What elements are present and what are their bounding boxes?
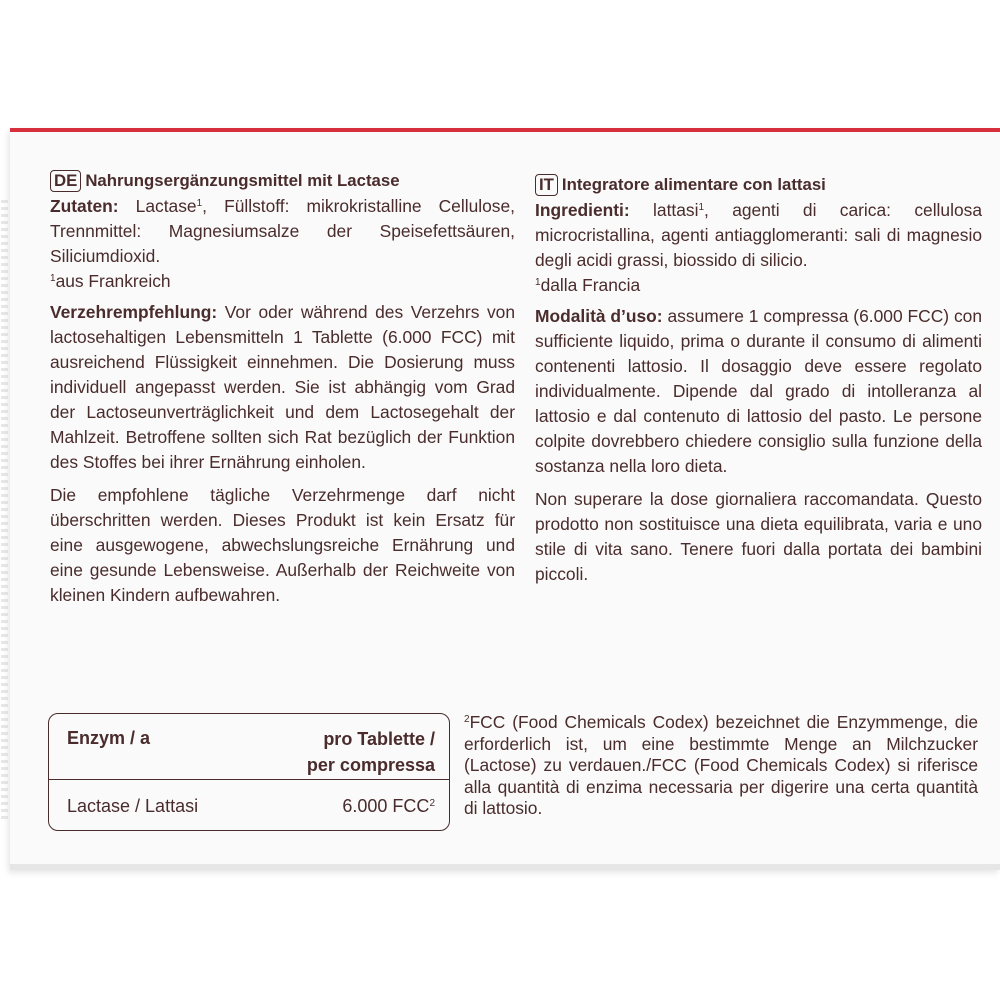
usage-label: Modalità d’uso: <box>535 306 663 326</box>
italian-heading <box>535 172 982 197</box>
ingredient-lattasi: lattasi <box>653 200 699 220</box>
warning-text: Non superare la dose giornaliera raccomandata. Questo prodotto non sostituisce una dieta equilibrata, varia e uno stile di vita sano. Tenere fuori dalla portata dei bambini piccoli. <box>535 489 982 584</box>
origin-text: dalla Francia <box>540 275 641 295</box>
usage-text: assumere 1 compressa (6.000 FCC) con sufficiente liquido, prima o durante il consumo di alimenti contenenti lattosio. Il dosaggio deve essere regolato individualmente. Dipende dal grado di intolleranza al lattosio e dal contenuto di lattosio del pasto. Le persone colpite dovrebbero chiedere consiglio sulla funzione della sostanza nella loro dieta. <box>535 306 982 476</box>
header-per-tablet <box>307 726 435 778</box>
footnote-marker: 2 <box>464 714 470 725</box>
amount-value: 6.000 FCC <box>342 796 430 816</box>
table-header <box>49 714 449 780</box>
german-heading <box>50 168 515 193</box>
ingredients-rest: , Füllstoff: mikrokristalline Cellulose, Trennmittel: Magnesiumsalze der Speisefettsäuren, Siliciumdioxid. <box>50 196 515 266</box>
ingredients-rest: , agenti di carica: cellulosa microcristallina, agenti antiagglomeranti: sali di magnesio degli acidi grassi, biossido di silicio. <box>535 200 982 270</box>
fcc-footnote <box>464 712 978 820</box>
german-usage <box>50 300 515 475</box>
footnote-marker: 2 <box>429 798 435 809</box>
header-per-tablet-it: per compressa <box>306 755 435 775</box>
italian-warning <box>535 487 982 587</box>
footnote-marker: 1 <box>50 273 56 284</box>
german-column <box>50 168 515 616</box>
enzyme-table <box>48 713 450 831</box>
side-print-edge <box>1 200 8 820</box>
italian-usage <box>535 304 982 479</box>
footnote-marker: 1 <box>535 277 541 288</box>
cell-enzyme-amount <box>342 796 435 817</box>
cell-enzyme-name: Lactase / Lattasi <box>67 796 199 816</box>
italian-column <box>535 172 982 595</box>
usage-label: Verzehrempfehlung: <box>50 302 218 322</box>
german-origin-note <box>50 269 515 294</box>
footnote-marker: 1 <box>698 202 705 213</box>
german-warning <box>50 483 515 608</box>
ingredients-label: Zutaten: <box>50 196 119 216</box>
footnote-marker: 1 <box>196 198 203 209</box>
warning-text: Die empfohlene tägliche Verzehrmenge darf nicht überschritten werden. Dieses Produkt ist kein Ersatz für eine ausgewogene, abwechslungsreiche Ernährung und eine gesunde Lebensweise. Außerhalb der Reichweite von kleinen Kindern aufbewahren. <box>50 485 515 605</box>
ingredients-label: Ingredienti: <box>535 200 630 220</box>
language-badge-de: DE <box>50 170 81 192</box>
origin-text: aus Frankreich <box>55 271 171 291</box>
fcc-footnote-text: FCC (Food Chemicals Codex) bezeichnet die Enzymmenge, die erforderlich ist, um eine bestimmte Menge an Milchzucker (Lactose) zu verdauen./FCC (Food Chemicals Codex) si riferisce alla quantità di enzima necessaria per digerire una certa quantità di lattosio. <box>464 712 978 818</box>
header-per-tablet-de: pro Tablette / <box>323 729 435 749</box>
italian-origin-note <box>535 273 982 298</box>
german-title: Nahrungsergänzungsmittel mit Lactase <box>85 171 400 190</box>
language-badge-it: IT <box>535 174 558 196</box>
italian-ingredients <box>535 198 982 273</box>
usage-text: Vor oder während des Verzehrs von lactosehaltigen Lebensmitteln 1 Tablette (6.000 FCC) mit ausreichend Flüssigkeit einnehmen. Die Dosierung muss individuell angepasst werden. Sie ist abhängig vom Grad der Lactoseunverträglichkeit und dem Lactosegehalt der Mahlzeit. Betroffene sollten sich Rat bezüglich der Funktion des Stoffes bei ihrer Ernährung einholen. <box>50 302 516 472</box>
german-ingredients <box>50 194 515 269</box>
header-enzyme: Enzym / a <box>67 728 151 748</box>
italian-title: Integratore alimentare con lattasi <box>561 175 826 194</box>
ingredient-lactase: Lactase <box>135 196 197 216</box>
